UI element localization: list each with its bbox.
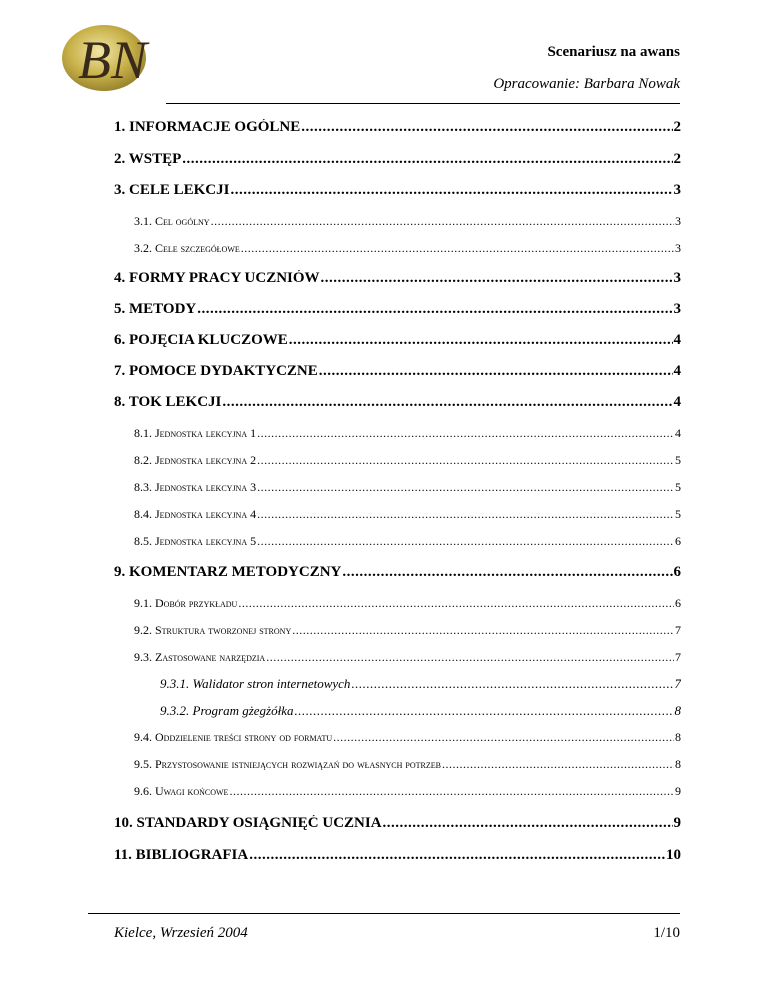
toc-entry[interactable] bbox=[114, 757, 681, 772]
toc-entry-page: 5 bbox=[675, 480, 681, 494]
toc-entry-page: 2 bbox=[673, 151, 681, 167]
toc-entry-label: 9.2. Struktura tworzonej strony bbox=[134, 623, 292, 637]
toc-entry[interactable] bbox=[114, 119, 681, 136]
toc-entry-page: 3 bbox=[675, 241, 681, 255]
toc-entry[interactable] bbox=[114, 730, 681, 745]
toc-entry[interactable] bbox=[114, 703, 681, 719]
toc-entry-label: 3. CELE LEKCJI bbox=[114, 182, 230, 198]
toc-dot-leader bbox=[266, 650, 674, 665]
toc-entry[interactable] bbox=[114, 480, 681, 495]
toc-entry-page: 8 bbox=[675, 730, 681, 744]
toc-entry[interactable] bbox=[114, 623, 681, 638]
toc-dot-leader bbox=[211, 214, 674, 229]
toc-dot-leader bbox=[301, 119, 672, 136]
toc-entry-label: 6. POJĘCIA KLUCZOWE bbox=[114, 332, 288, 348]
toc-dot-leader bbox=[229, 784, 674, 799]
toc-entry-page: 3 bbox=[673, 182, 681, 198]
toc-dot-leader bbox=[230, 182, 672, 199]
toc-dot-leader bbox=[257, 534, 674, 549]
toc-entry[interactable] bbox=[114, 534, 681, 549]
toc-entry-label: 9.1. Dobór przykładu bbox=[134, 596, 238, 610]
toc-entry[interactable] bbox=[114, 151, 681, 168]
toc-entry-page: 7 bbox=[675, 623, 681, 637]
toc-dot-leader bbox=[238, 596, 674, 611]
toc-entry[interactable] bbox=[114, 394, 681, 411]
toc-dot-leader bbox=[351, 676, 673, 692]
toc-dot-leader bbox=[289, 332, 673, 349]
logo-letters: BN bbox=[78, 30, 148, 90]
toc-entry-page: 4 bbox=[673, 394, 681, 410]
toc-entry-page: 10 bbox=[666, 847, 681, 863]
toc-entry-page: 6 bbox=[675, 596, 681, 610]
toc-entry-page: 2 bbox=[673, 119, 681, 135]
toc-entry-label: 10. STANDARDY OSIĄGNIĘĆ UCZNIA bbox=[114, 815, 382, 831]
page-number: 1/10 bbox=[653, 925, 680, 941]
table-of-contents bbox=[114, 0, 681, 994]
toc-entry-label: 3.2. Cele szczegółowe bbox=[134, 241, 240, 255]
toc-entry-label: 9.6. Uwagi końcowe bbox=[134, 784, 229, 798]
toc-entry-label: 1. INFORMACJE OGÓLNE bbox=[114, 119, 301, 135]
toc-dot-leader bbox=[295, 703, 674, 719]
toc-entry-label: 11. BIBLIOGRAFIA bbox=[114, 847, 249, 863]
footer-divider bbox=[88, 913, 680, 914]
toc-entry-label: 9. KOMENTARZ METODYCZNY bbox=[114, 564, 342, 580]
toc-dot-leader bbox=[257, 453, 674, 468]
toc-entry[interactable] bbox=[114, 214, 681, 229]
toc-entry-label: 8.2. Jednostka lekcyjna 2 bbox=[134, 453, 257, 467]
toc-entry[interactable] bbox=[114, 426, 681, 441]
toc-entry[interactable] bbox=[114, 363, 681, 380]
toc-entry-label: 5. METODY bbox=[114, 301, 197, 317]
toc-dot-leader bbox=[342, 564, 672, 581]
toc-entry-label: 8.5. Jednostka lekcyjna 5 bbox=[134, 534, 257, 548]
toc-entry[interactable] bbox=[114, 332, 681, 349]
toc-entry[interactable] bbox=[114, 182, 681, 199]
toc-entry[interactable] bbox=[114, 507, 681, 522]
toc-entry-page: 8 bbox=[674, 703, 681, 718]
toc-entry[interactable] bbox=[114, 815, 681, 832]
toc-entry-label: 9.5. Przystosowanie istniejących rozwiązań do własnych potrzeb bbox=[134, 757, 441, 771]
toc-entry[interactable] bbox=[114, 784, 681, 799]
toc-entry-label: 8.3. Jednostka lekcyjna 3 bbox=[134, 480, 257, 494]
toc-entry[interactable] bbox=[114, 847, 681, 864]
document-title: Scenariusz na awans bbox=[547, 44, 680, 60]
toc-dot-leader bbox=[197, 301, 672, 318]
toc-entry-page: 6 bbox=[673, 564, 681, 580]
document-author: Opracowanie: Barbara Nowak bbox=[493, 76, 680, 92]
toc-entry-label: 8. TOK LEKCJI bbox=[114, 394, 222, 410]
toc-entry-page: 4 bbox=[675, 426, 681, 440]
toc-entry[interactable] bbox=[114, 596, 681, 611]
toc-dot-leader bbox=[383, 815, 673, 832]
toc-entry[interactable] bbox=[114, 564, 681, 581]
toc-entry-label: 8.1. Jednostka lekcyjna 1 bbox=[134, 426, 257, 440]
toc-dot-leader bbox=[321, 270, 673, 287]
toc-dot-leader bbox=[257, 480, 674, 495]
toc-entry[interactable] bbox=[114, 241, 681, 256]
toc-entry[interactable] bbox=[114, 676, 681, 692]
toc-entry-page: 3 bbox=[673, 301, 681, 317]
toc-entry-page: 4 bbox=[673, 363, 681, 379]
toc-entry-page: 8 bbox=[675, 757, 681, 771]
toc-dot-leader bbox=[182, 151, 672, 168]
toc-entry[interactable] bbox=[114, 270, 681, 287]
toc-entry-label: 7. POMOCE DYDAKTYCZNE bbox=[114, 363, 318, 379]
toc-entry-page: 7 bbox=[674, 676, 681, 691]
toc-entry[interactable] bbox=[114, 301, 681, 318]
toc-entry-page: 7 bbox=[675, 650, 681, 664]
toc-dot-leader bbox=[292, 623, 674, 638]
toc-entry-page: 9 bbox=[673, 815, 681, 831]
toc-entry-page: 3 bbox=[675, 214, 681, 228]
toc-entry-page: 4 bbox=[673, 332, 681, 348]
toc-entry-label: 4. FORMY PRACY UCZNIÓW bbox=[114, 270, 320, 286]
toc-dot-leader bbox=[249, 847, 665, 864]
toc-entry-page: 6 bbox=[675, 534, 681, 548]
toc-dot-leader bbox=[257, 426, 674, 441]
toc-entry-label: 9.4. Oddzielenie treści strony od formatu bbox=[134, 730, 333, 744]
toc-entry-label: 3.1. Cel ogólny bbox=[134, 214, 210, 228]
toc-dot-leader bbox=[241, 241, 674, 256]
toc-entry-page: 3 bbox=[673, 270, 681, 286]
toc-entry-label: 9.3.1. Walidator stron internetowych bbox=[160, 676, 351, 691]
toc-dot-leader bbox=[257, 507, 674, 522]
toc-entry-label: 9.3.2. Program gżegżółka bbox=[160, 703, 294, 718]
toc-entry-label: 9.3. Zastosowane narzędzia bbox=[134, 650, 266, 664]
toc-entry-label: 8.4. Jednostka lekcyjna 4 bbox=[134, 507, 257, 521]
toc-entry[interactable] bbox=[114, 453, 681, 468]
toc-entry-page: 5 bbox=[675, 453, 681, 467]
footer-place-date: Kielce, Wrzesień 2004 bbox=[114, 925, 248, 941]
toc-dot-leader bbox=[222, 394, 672, 411]
toc-dot-leader bbox=[333, 730, 674, 745]
toc-dot-leader bbox=[319, 363, 673, 380]
toc-entry-page: 5 bbox=[675, 507, 681, 521]
toc-entry-label: 2. WSTĘP bbox=[114, 151, 182, 167]
toc-dot-leader bbox=[442, 757, 674, 772]
toc-entry[interactable] bbox=[114, 650, 681, 665]
toc-entry-page: 9 bbox=[675, 784, 681, 798]
